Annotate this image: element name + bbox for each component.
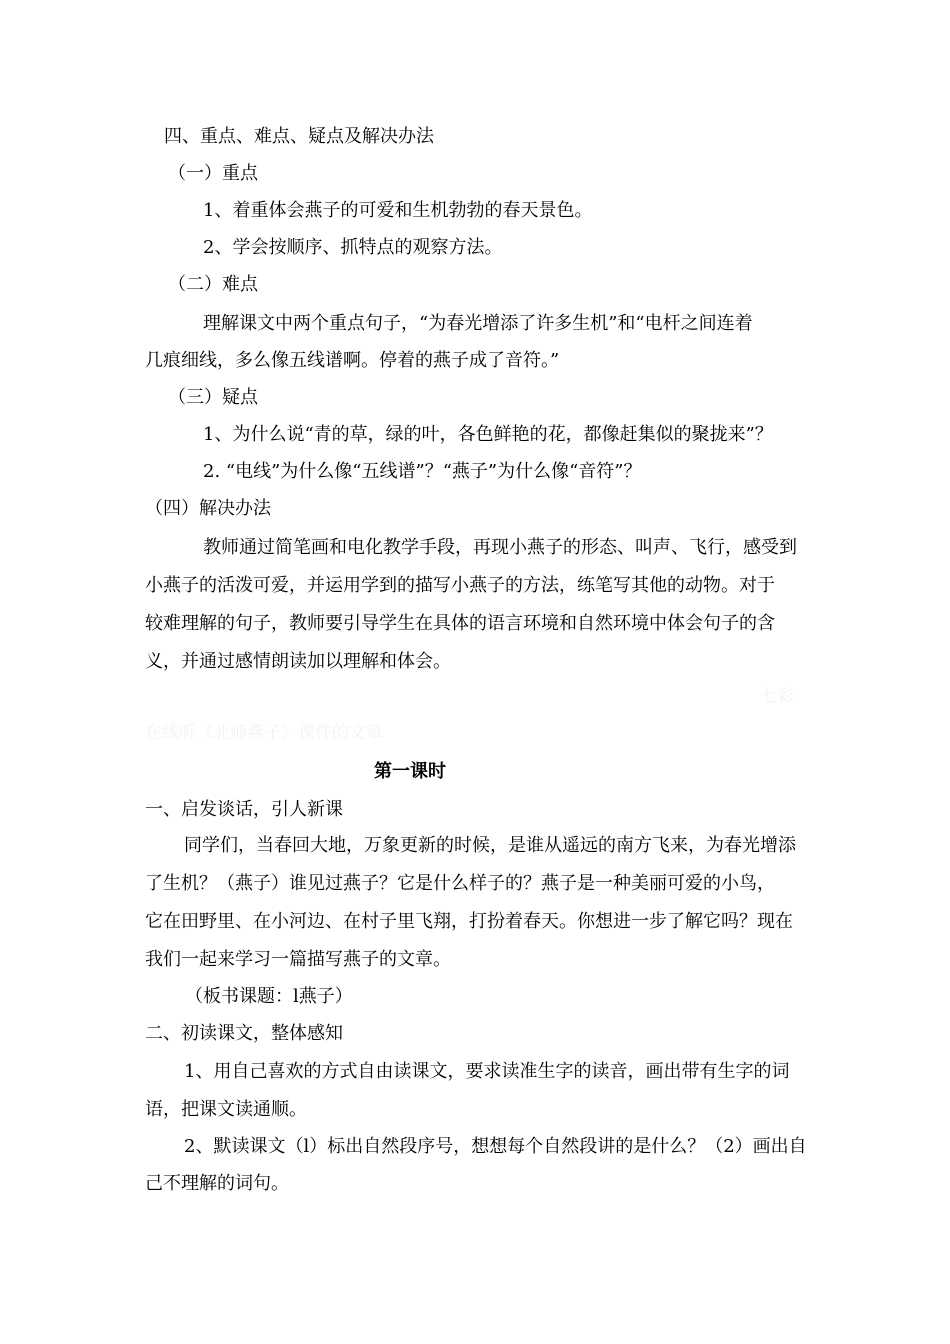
difficult-points-label: （二）难点: [168, 274, 258, 295]
key-point-item: 2、学会按顺序、抓特点的观察方法。: [203, 237, 503, 258]
faint-watermark: 七彩: [760, 687, 794, 707]
doubt-point-item: 1、为什么说“青的草，绿的叶，各色鲜艳的花，都像赶集似的聚拢来”？: [203, 424, 773, 445]
paragraph-line: 它在田野里、在小河边、在村子里飞翔，打扮着春天。你想进一步了解它吗？现在: [145, 911, 793, 932]
section-heading: 四、重点、难点、疑点及解决办法: [164, 126, 434, 147]
part-heading: 一、启发谈话，引人新课: [145, 799, 343, 820]
solution-label: （四）解决办法: [145, 498, 271, 519]
key-point-item: 1、着重体会燕子的可爱和生机勃勃的春天景色。: [203, 200, 593, 221]
paragraph-line: 较难理解的句子，教师要引导学生在具体的语言环境和自然环境中体会句子的含: [145, 613, 775, 634]
paragraph-line: 几痕细线，多么像五线谱啊。停着的燕子成了音符。”: [145, 350, 560, 371]
paragraph-line: 1、用自己喜欢的方式自由读课文，要求读准生字的读音，画出带有生字的词: [184, 1061, 790, 1082]
doubt-points-label: （三）疑点: [168, 387, 258, 408]
part-heading: 二、初读课文，整体感知: [145, 1023, 343, 1044]
paragraph-line: 我们一起来学习一篇描写燕子的文章。: [145, 949, 451, 970]
paragraph-line: 小燕子的活泼可爱，并运用学到的描写小燕子的方法，练笔写其他的动物。对于: [145, 575, 775, 596]
doubt-point-item: 2. “电线”为什么像“五线谱”？“燕子”为什么像“音符”？: [203, 461, 642, 482]
board-title-note: （板书课题：l燕子）: [185, 986, 353, 1007]
lesson-title: 第一课时: [374, 761, 446, 782]
paragraph-line: 语，把课文读通顺。: [145, 1099, 307, 1120]
paragraph-line: 教师通过简笔画和电化教学手段，再现小燕子的形态、叫声、飞行，感受到: [203, 537, 797, 558]
key-points-label: （一）重点: [168, 163, 258, 184]
paragraph-line: 理解课文中两个重点句子，“为春光增添了许多生机”和“电杆之间连着: [203, 313, 753, 334]
faint-watermark: 在线听《北师燕子》课件的文章: [145, 723, 383, 743]
paragraph-line: 义，并通过感情朗读加以理解和体会。: [145, 651, 451, 672]
paragraph-line: 2、默读课文（l）标出自然段序号，想想每个自然段讲的是什么？（2）画出自: [184, 1136, 807, 1157]
paragraph-line: 了生机？（燕子）谁见过燕子？它是什么样子的？燕子是一种美丽可爱的小鸟，: [145, 873, 775, 894]
paragraph-line: 己不理解的词句。: [145, 1173, 289, 1194]
paragraph-line: 同学们，当春回大地，万象更新的时候，是谁从遥远的南方飞来，为春光增添: [184, 835, 796, 856]
